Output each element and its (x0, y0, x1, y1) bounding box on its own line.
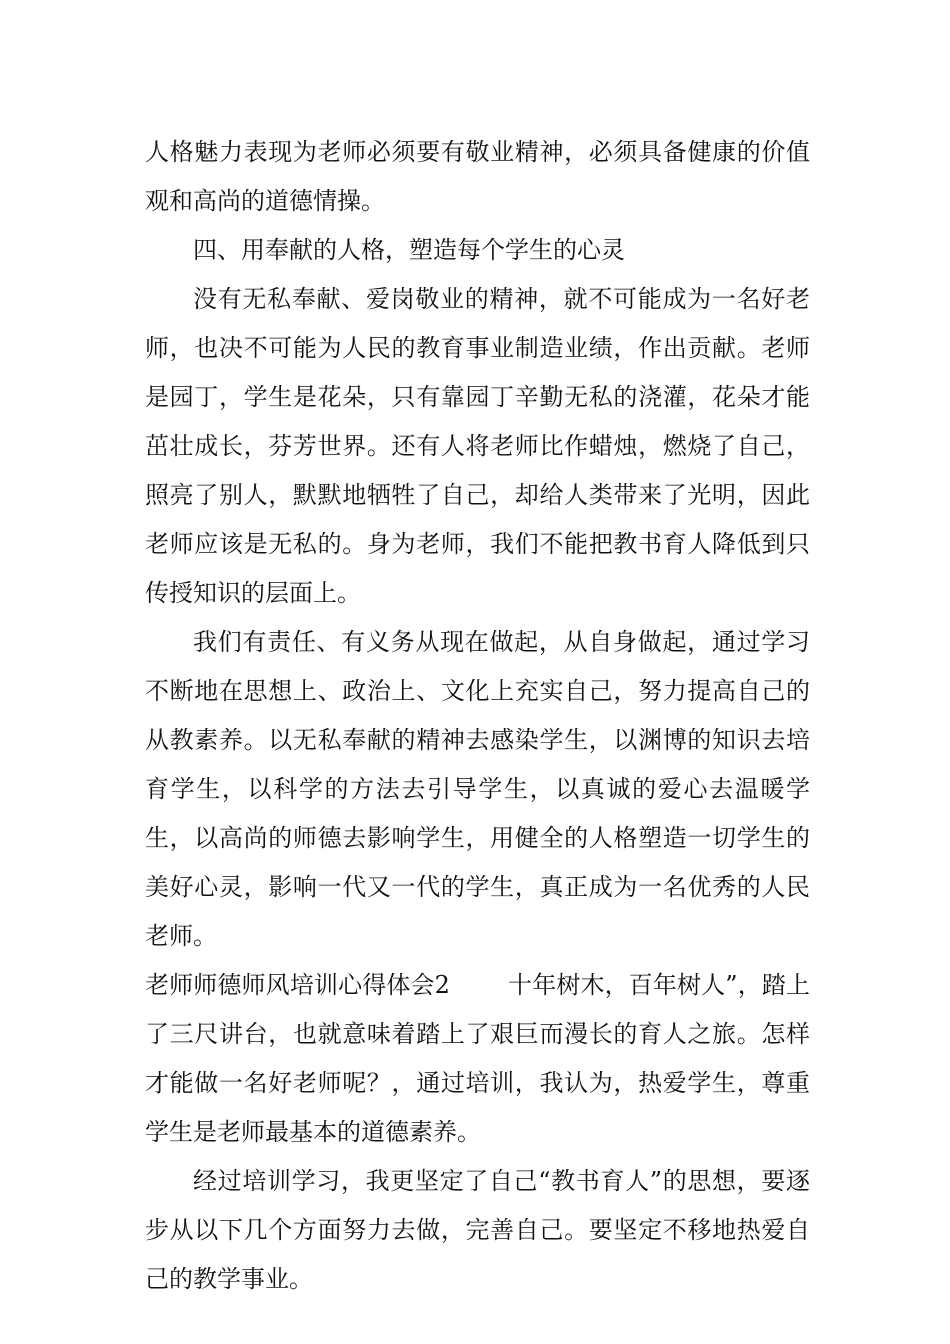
document-body (145, 128, 810, 1304)
section-heading-four: 四、用奉献的人格，塑造每个学生的心灵 (193, 236, 625, 264)
paragraph-dedication: 没有无私奉献、爱岗敬业的精神，就不可能成为一名好老师，也决不可能为人民的教育事业制造业绩，作出贡献。老师是园丁，学生是花朵，只有靠园丁辛勤无私的浇灌，花朵才能茁壮成长，芬芳世界。还有人将老师比作蜡烛，燃烧了自己，照亮了别人，默默地牺牲了自己，却给人类带来了光明，因此老师应该是无私的。身为老师，我们不能把教书育人降低到只传授知识的层面上。 (145, 285, 810, 607)
article-title: 老师师德师风培训心得体会2 (145, 971, 450, 999)
paragraph-after-training: 经过培训学习，我更坚定了自己“教书育人”的思想，要逐步从以下几个方面努力去做，完善自己。要坚定不移地热爱自己的教学事业。 (145, 1167, 810, 1293)
paragraph-character-charm: 人格魅力表现为老师必须要有敬业精神，必须具备健康的价值观和高尚的道德情操。 (145, 138, 810, 215)
article-opening-text: 十年树木，百年树人”，踏上了三尺讲台，也就意味着踏上了艰巨而漫长的育人之旅。怎样才能做一名好老师呢？，通过培训，我认为，热爱学生，尊重学生是老师最基本的道德素养。 (145, 971, 810, 1146)
paragraph-responsibility: 我们有责任、有义务从现在做起，从自身做起，通过学习不断地在思想上、政治上、文化上充实自己，努力提高自己的从教素养。以无私奉献的精神去感染学生，以渊博的知识去培育学生，以科学的方法去引导学生，以真诚的爱心去温暖学生，以高尚的师德去影响学生，用健全的人格塑造一切学生的美好心灵，影响一代又一代的学生，真正成为一名优秀的人民老师。 (145, 628, 810, 950)
paragraph-training-two (145, 961, 810, 1157)
